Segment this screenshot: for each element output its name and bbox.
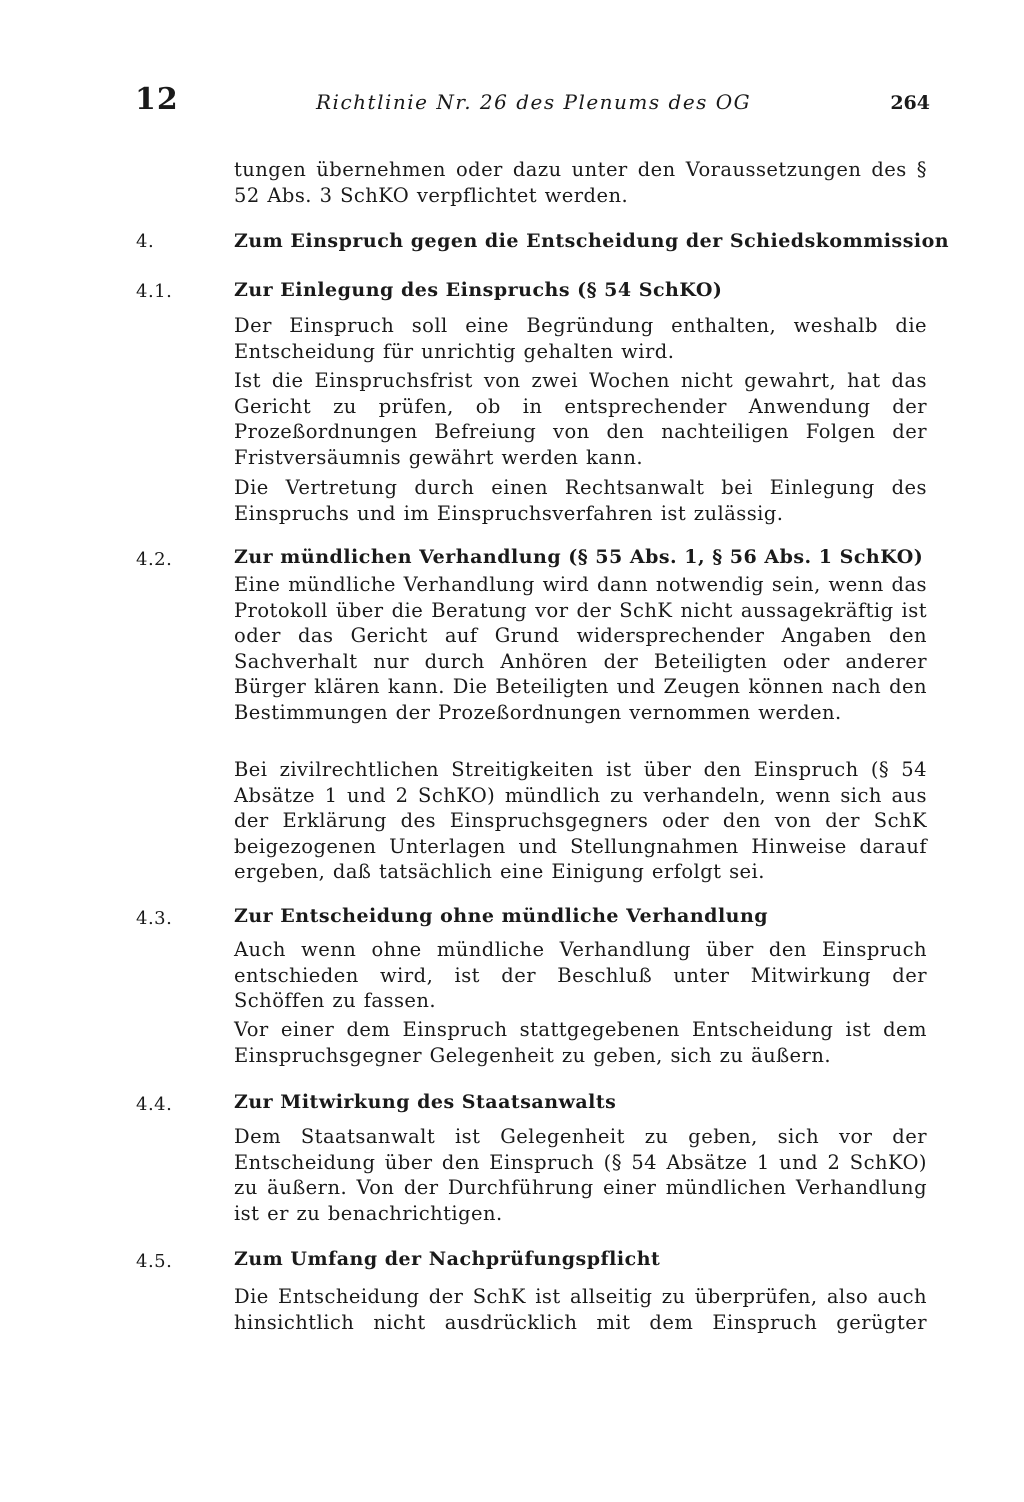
section-heading-4-3: Zur Entscheidung ohne mündliche Verhandlung — [234, 905, 769, 927]
section-4-1-paragraph-2: Ist die Einspruchsfrist von zwei Wochen nicht gewahrt, hat das Gericht zu prüfen, ob in entsprechender Anwendung der Prozeßordnungen Befreiung von den nachteiligen Folgen der Fristversäumnis gewährt werden kann. — [234, 369, 927, 469]
section-number-4-2: 4.2. — [136, 549, 173, 570]
section-4-5-paragraph-1: Die Entscheidung der SchK ist allseitig zu überprüfen, also auch hinsichtlich nicht ausdrücklich mit dem Einspruch gerügter — [234, 1285, 927, 1334]
section-heading-4-1: Zur Einlegung des Einspruchs (§ 54 SchKO) — [234, 279, 723, 301]
section-heading-4-5: Zum Umfang der Nachprüfungspflicht — [234, 1248, 661, 1270]
section-heading-4: Zum Einspruch gegen die Entscheidung der Schiedskommission — [234, 230, 950, 252]
section-number-4-4: 4.4. — [136, 1094, 173, 1115]
section-number-4-5: 4.5. — [136, 1251, 173, 1272]
section-4-2-paragraph-2: Bei zivilrechtlichen Streitigkeiten ist über den Einspruch (§ 54 Absätze 1 und 2 SchKO) mündlich zu verhandeln, wenn sich aus der Erklärung des Einspruchsgegners oder den von der SchK beigezogenen Unterlagen und Stellungnahmen Hinweise darauf ergeben, daß tatsächlich eine Einigung erfolgt sei. — [234, 758, 927, 884]
section-4-3-paragraph-2: Vor einer dem Einspruch stattgegebenen Entscheidung ist dem Einspruchsgegner Gelegenheit zu geben, sich zu äußern. — [234, 1018, 927, 1067]
page-number-right: 264 — [890, 92, 930, 114]
section-4-3-paragraph-1: Auch wenn ohne mündliche Verhandlung über den Einspruch entschieden wird, ist der Beschluß unter Mitwirkung der Schöffen zu fassen. — [234, 938, 927, 1013]
section-number-4-1: 4.1. — [136, 281, 173, 302]
section-number-4-3: 4.3. — [136, 908, 173, 929]
section-heading-4-2: Zur mündlichen Verhandlung (§ 55 Abs. 1, § 56 Abs. 1 SchKO) — [234, 546, 924, 568]
section-number-4: 4. — [136, 231, 155, 252]
section-4-2-paragraph-1: Eine mündliche Verhandlung wird dann notwendig sein, wenn das Protokoll über die Beratung vor der SchK nicht aussagekräftig ist oder das Gericht auf Grund widersprechender Angaben den Sachverhalt nur durch Anhören der Beteiligten oder anderer Bürger klären kann. Die Beteiligten und Zeugen können nach den Bestimmungen der Prozeßordnungen vernommen werden. — [234, 573, 927, 724]
page-number-left: 12 — [135, 82, 179, 117]
running-title: Richtlinie Nr. 26 des Plenums des OG — [316, 90, 752, 114]
section-heading-4-4: Zur Mitwirkung des Staatsanwalts — [234, 1091, 617, 1113]
intro-paragraph: tungen übernehmen oder dazu unter den Voraussetzungen des § 52 Abs. 3 SchKO verpflichtet werden. — [234, 158, 927, 207]
section-4-1-paragraph-3: Die Vertretung durch einen Rechtsanwalt bei Einlegung des Einspruchs und im Einspruchsverfahren ist zulässig. — [234, 476, 927, 525]
section-4-1-paragraph-1: Der Einspruch soll eine Begründung enthalten, weshalb die Entscheidung für unrichtig gehalten wird. — [234, 314, 927, 363]
section-4-4-paragraph-1: Dem Staatsanwalt ist Gelegenheit zu geben, sich vor der Entscheidung über den Einspruch (§ 54 Absätze 1 und 2 SchKO) zu äußern. Von der Durchführung einer mündlichen Verhandlung ist er zu benachrichtigen. — [234, 1125, 927, 1225]
